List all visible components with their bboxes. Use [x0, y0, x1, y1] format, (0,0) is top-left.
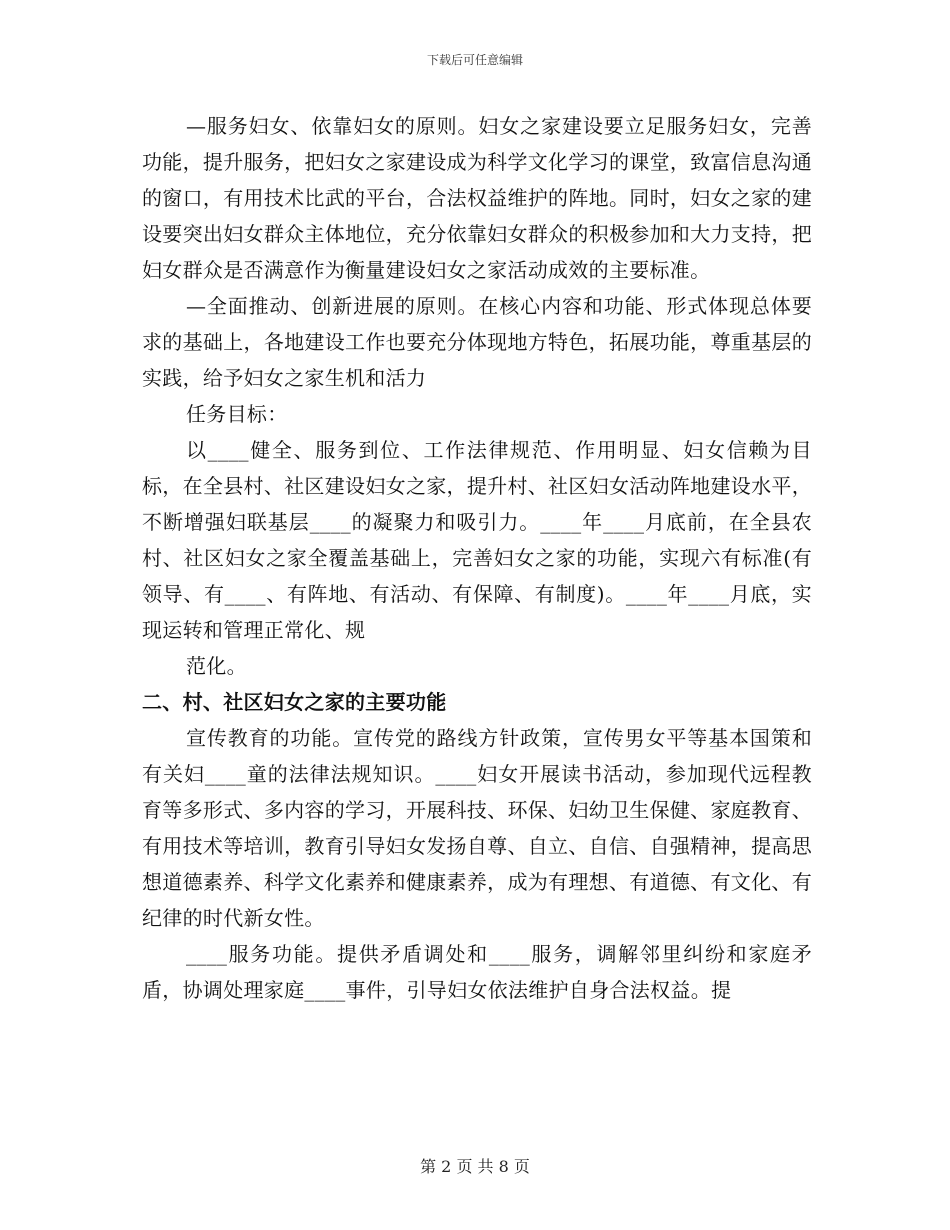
page-number: 第 2 页 共 8 页: [420, 1157, 530, 1176]
paragraph-service-function: ____服务功能。提供矛盾调处和____服务，调解邻里纠纷和家庭矛盾，协调处理家庭____事件，引导妇女依法维护自身合法权益。提: [142, 942, 812, 1002]
paragraph-education-function: 宣传教育的功能。宣传党的路线方针政策，宣传男女平等基本国策和有关妇____童的法律法规知识。____妇女开展读书活动，参加现代远程教育等多形式、多内容的学习，开展科技、环保、妇幼卫生保健、家庭教育、有用技术等培训，教育引导妇女发扬自尊、自立、自信、自强精神，提高思想道德素养、科学文化素养和健康素养，成为有理想、有道德、有文化、有纪律的时代新女性。: [142, 726, 812, 930]
paragraph-task-goal-end: 范化。: [186, 654, 247, 678]
paragraph-principle-innovation: —全面推动、创新进展的原则。在核心内容和功能、形式体现总体要求的基础上，各地建设工作也要充分体现地方特色，拓展功能，尊重基层的实践，给予妇女之家生机和活力: [142, 294, 812, 390]
section-heading-main-functions: 二、村、社区妇女之家的主要功能: [142, 690, 447, 714]
paragraph-task-goal-label: 任务目标：: [186, 402, 288, 426]
document-body: [142, 108, 812, 1008]
paragraph-task-goal: 以____健全、服务到位、工作法律规范、作用明显、妇女信赖为目标，在全县村、社区建设妇女之家，提升村、社区妇女活动阵地建设水平，不断增强妇联基层____的凝聚力和吸引力。____年____月底前，在全县农村、社区妇女之家全覆盖基础上，完善妇女之家的功能，实现六有标准(有领导、有____、有阵地、有活动、有保障、有制度)。____年____月底，实现运转和管理正常化、规: [142, 438, 812, 642]
paragraph-principle-serve-women: —服务妇女、依靠妇女的原则。妇女之家建设要立足服务妇女，完善功能，提升服务，把妇女之家建设成为科学文化学习的课堂，致富信息沟通的窗口，有用技术比武的平台，合法权益维护的阵地。同时，妇女之家的建设要突出妇女群众主体地位，充分依靠妇女群众的积极参加和大力支持，把妇女群众是否满意作为衡量建设妇女之家活动成效的主要标准。: [142, 114, 812, 282]
page-header-note: 下载后可任意编辑: [426, 53, 523, 67]
